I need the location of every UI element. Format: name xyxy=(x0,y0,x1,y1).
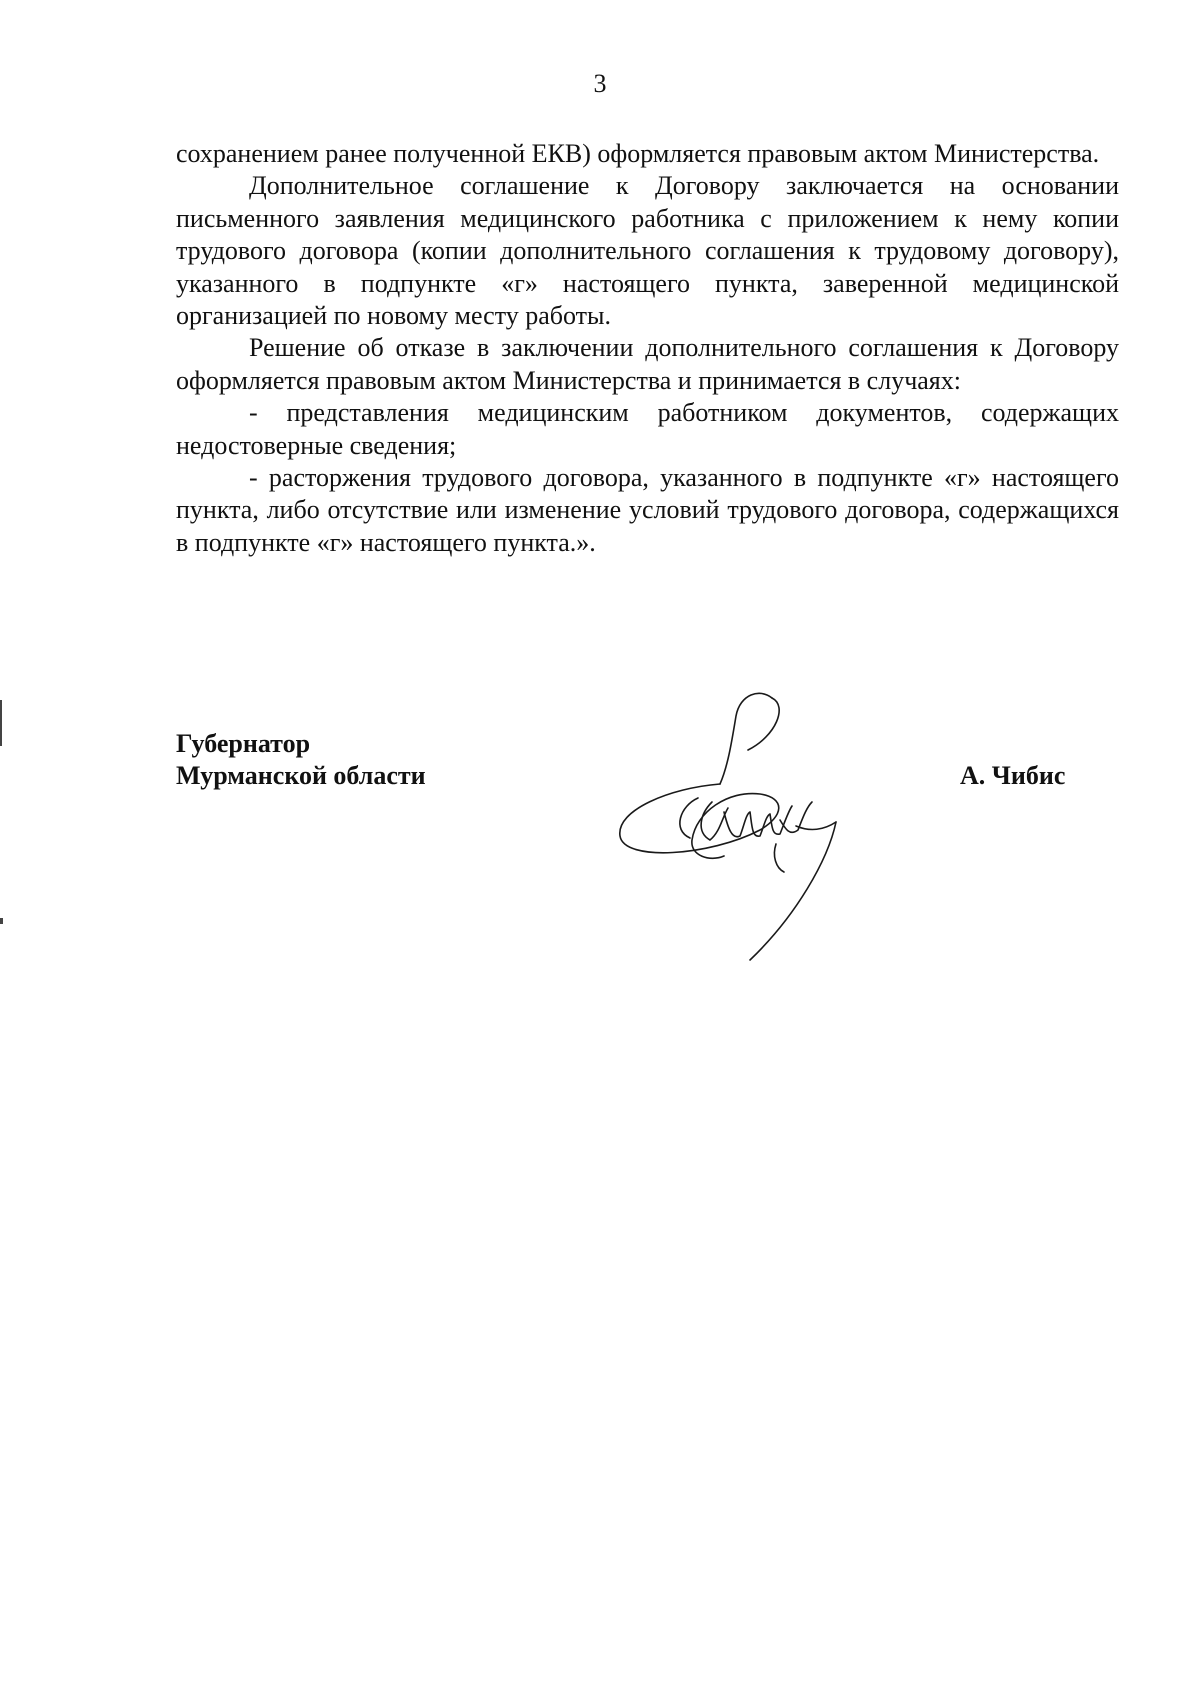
paragraph-refusal-decision: Решение об отказе в заключении дополнительного соглашения к Договору оформляется правовым актом Министерства и принимается в случаях: xyxy=(176,333,1119,395)
signatory-position xyxy=(176,728,426,792)
list-item-false-information: - представления медицинским работником документов, содержащих недостоверные сведения; xyxy=(176,398,1119,460)
page-number: 3 xyxy=(593,69,607,98)
list-item-contract-termination: - расторжения трудового договора, указанного в подпункте «г» настоящего пункта, либо отсутствие или изменение условий трудового договора, содержащихся в подпункте «г» настоящего пункта.». xyxy=(176,463,1119,557)
scan-margin-dot xyxy=(0,918,3,924)
signatory-position-line2: Мурманской области xyxy=(176,761,426,790)
signatory-position-line1: Губернатор xyxy=(176,729,311,758)
handwritten-signature xyxy=(600,680,860,970)
scan-margin-mark xyxy=(0,700,2,746)
signatory-name: А. Чибис xyxy=(960,761,1066,790)
paragraph-additional-agreement: Дополнительное соглашение к Договору заключается на основании письменного заявления медицинского работника с приложением к нему копии трудового договора (копии дополнительного соглашения к трудовому договору), указанного в подпункте «г» настоящего пункта, заверенной медицинской организацией по новому месту работы. xyxy=(176,171,1119,331)
paragraph-continuation: сохранением ранее полученной ЕКВ) оформляется правовым актом Министерства. xyxy=(176,139,1100,168)
document-body xyxy=(176,138,1119,559)
